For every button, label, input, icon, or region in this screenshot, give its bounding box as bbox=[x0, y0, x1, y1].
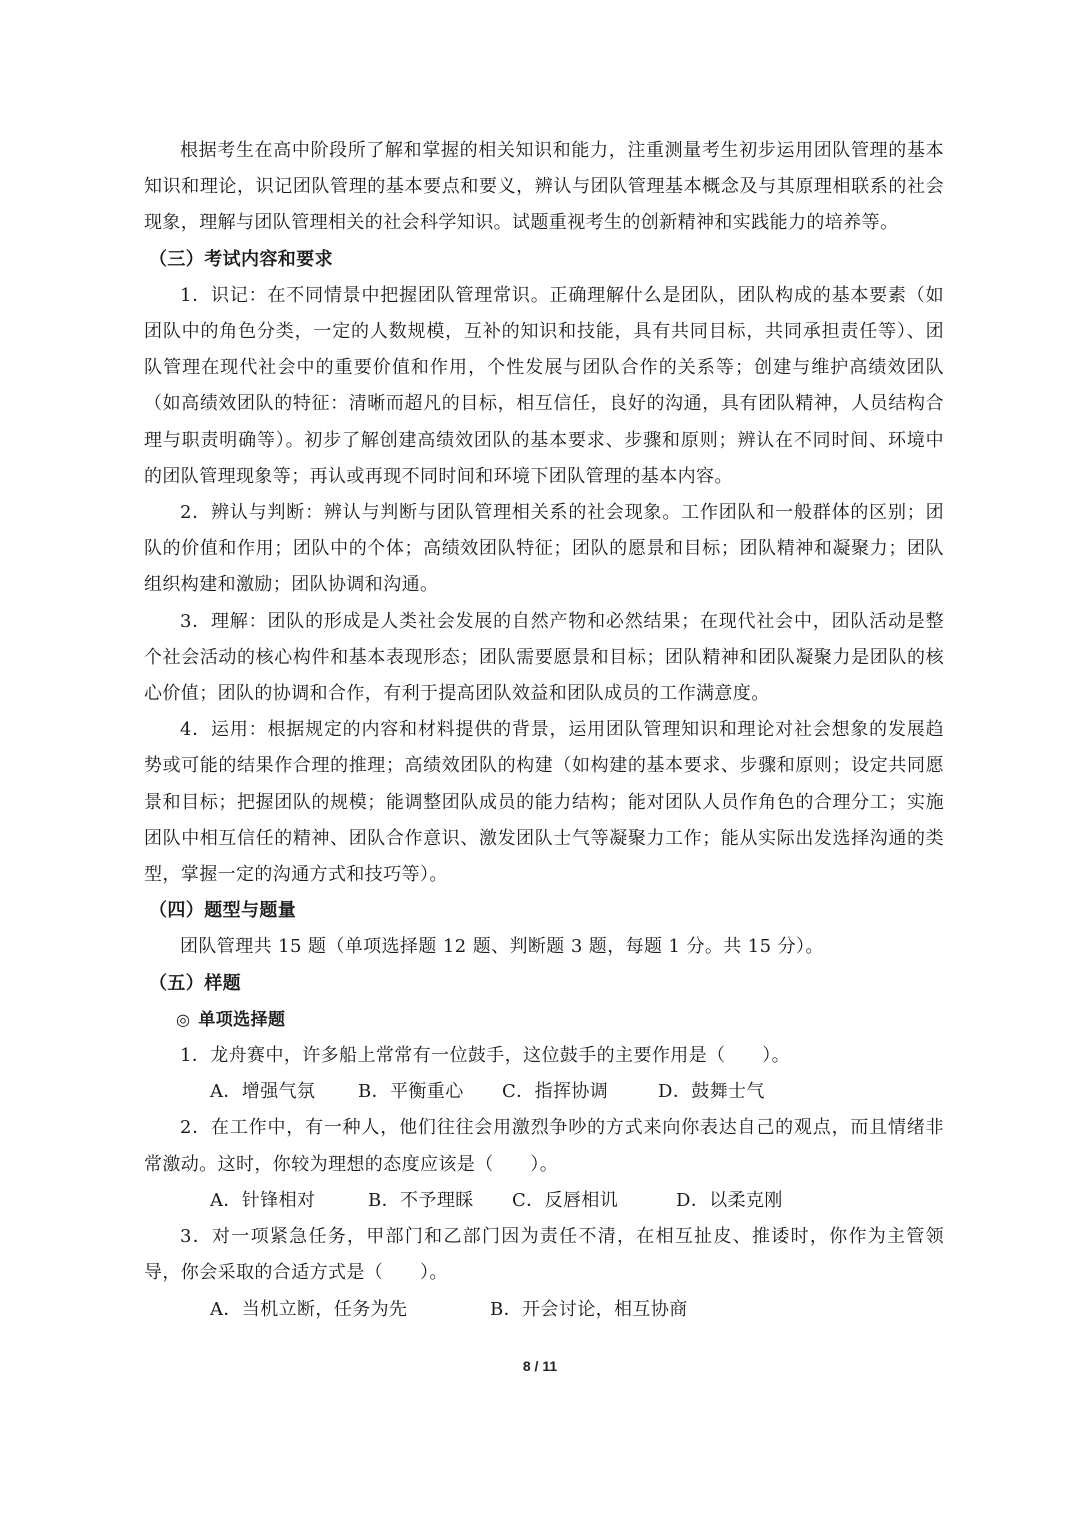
option-c: C．反唇相讥 bbox=[512, 1189, 619, 1211]
requirement-item-2: 2．辨认与判断：辨认与判断与团队管理相关系的社会现象。工作团队和一般群体的区别；团队的价值和作用；团队中的个体；高绩效团队特征；团队的愿景和目标；团队精神和凝聚力；团队组织构建和激励；团队协调和沟通。 bbox=[144, 502, 944, 596]
option-c: C．指挥协调 bbox=[502, 1081, 609, 1103]
option-b: B．开会讨论，相互协商 bbox=[490, 1298, 688, 1320]
question-count-text: 团队管理共 15 题（单项选择题 12 题、判断题 3 题，每题 1 分。共 15 分）。 bbox=[180, 936, 824, 958]
intro-paragraph: 根据考生在高中阶段所了解和掌握的相关知识和能力，注重测量考生初步运用团队管理的基本知识和理论，识记团队管理的基本要点和要义，辨认与团队管理基本概念及与其原理相联系的社会现象，理解与团队管理相关的社会科学知识。试题重视考生的创新精神和实践能力的培养等。 bbox=[144, 140, 944, 234]
section-4-heading: （四）题型与题量 bbox=[149, 900, 297, 922]
requirement-item-4: 4．运用：根据规定的内容和材料提供的背景，运用团队管理知识和理论对社会想象的发展趋势或可能的结果作合理的推理；高绩效团队的构建（如构建的基本要求、步骤和原则；设定共同愿景和目标；把握团队的规模；能调整团队成员的能力结构；能对团队人员作角色的合理分工；实施团队中相互信任的精神、团队合作意识、激发团队士气等凝聚力工作；能从实际出发选择沟通的类型，掌握一定的沟通方式和技巧等）。 bbox=[144, 719, 944, 886]
page-number: 8 / 11 bbox=[522, 1358, 558, 1374]
page-content bbox=[144, 133, 944, 1328]
single-choice-subheading bbox=[144, 1002, 944, 1038]
option-a: A．增强气氛 bbox=[210, 1081, 316, 1103]
option-a: A．当机立断，任务为先 bbox=[210, 1298, 408, 1320]
double-circle-bullet-icon: ◎ bbox=[176, 1009, 191, 1029]
section-5-heading: （五）样题 bbox=[149, 972, 241, 994]
question-3-stem: 3．对一项紧急任务，甲部门和乙部门因为责任不清，在相互扯皮、推诿时，你作为主管领导，你会采取的合适方式是（ ）。 bbox=[144, 1226, 944, 1284]
subheading-label: 单项选择题 bbox=[198, 1009, 286, 1030]
question-3-options bbox=[144, 1292, 944, 1328]
requirement-item-3: 3．理解：团队的形成是人类社会发展的自然产物和必然结果；在现代社会中，团队活动是整个社会活动的核心构件和基本表现形态；团队需要愿景和目标；团队精神和团队凝聚力是团队的核心价值；团队的协调和合作，有利于提高团队效益和团队成员的工作满意度。 bbox=[144, 610, 944, 705]
question-1-stem: 1．龙舟赛中，许多船上常常有一位鼓手，这位鼓手的主要作用是（ ）。 bbox=[180, 1045, 791, 1067]
option-d: D．鼓舞士气 bbox=[658, 1081, 765, 1103]
option-b: B．平衡重心 bbox=[358, 1081, 464, 1103]
question-2-options bbox=[144, 1183, 944, 1219]
requirement-item-1: 1．识记：在不同情景中把握团队管理常识。正确理解什么是团队，团队构成的基本要素（如团队中的角色分类，一定的人数规模，互补的知识和技能，具有共同目标，共同承担责任等）、团队管理在现代社会中的重要价值和作用，个性发展与团队合作的关系等；创建与维护高绩效团队（如高绩效团队的特征：清晰而超凡的目标，相互信任，良好的沟通，具有团队精神，人员结构合理与职责明确等）。初步了解创建高绩效团队的基本要求、步骤和原则；辨认在不同时间、环境中的团队管理现象等；再认或再现不同时间和环境下团队管理的基本内容。 bbox=[144, 284, 944, 487]
option-d: D．以柔克刚 bbox=[676, 1189, 783, 1211]
question-1-options bbox=[144, 1074, 944, 1110]
option-b: B．不予理睬 bbox=[368, 1189, 474, 1211]
question-2-stem: 2．在工作中，有一种人，他们往往会用激烈争吵的方式来向你表达自己的观点，而且情绪非常激动。这时，你较为理想的态度应该是（ ）。 bbox=[144, 1117, 944, 1175]
option-a: A．针锋相对 bbox=[210, 1189, 316, 1211]
section-3-heading: （三）考试内容和要求 bbox=[149, 248, 333, 270]
